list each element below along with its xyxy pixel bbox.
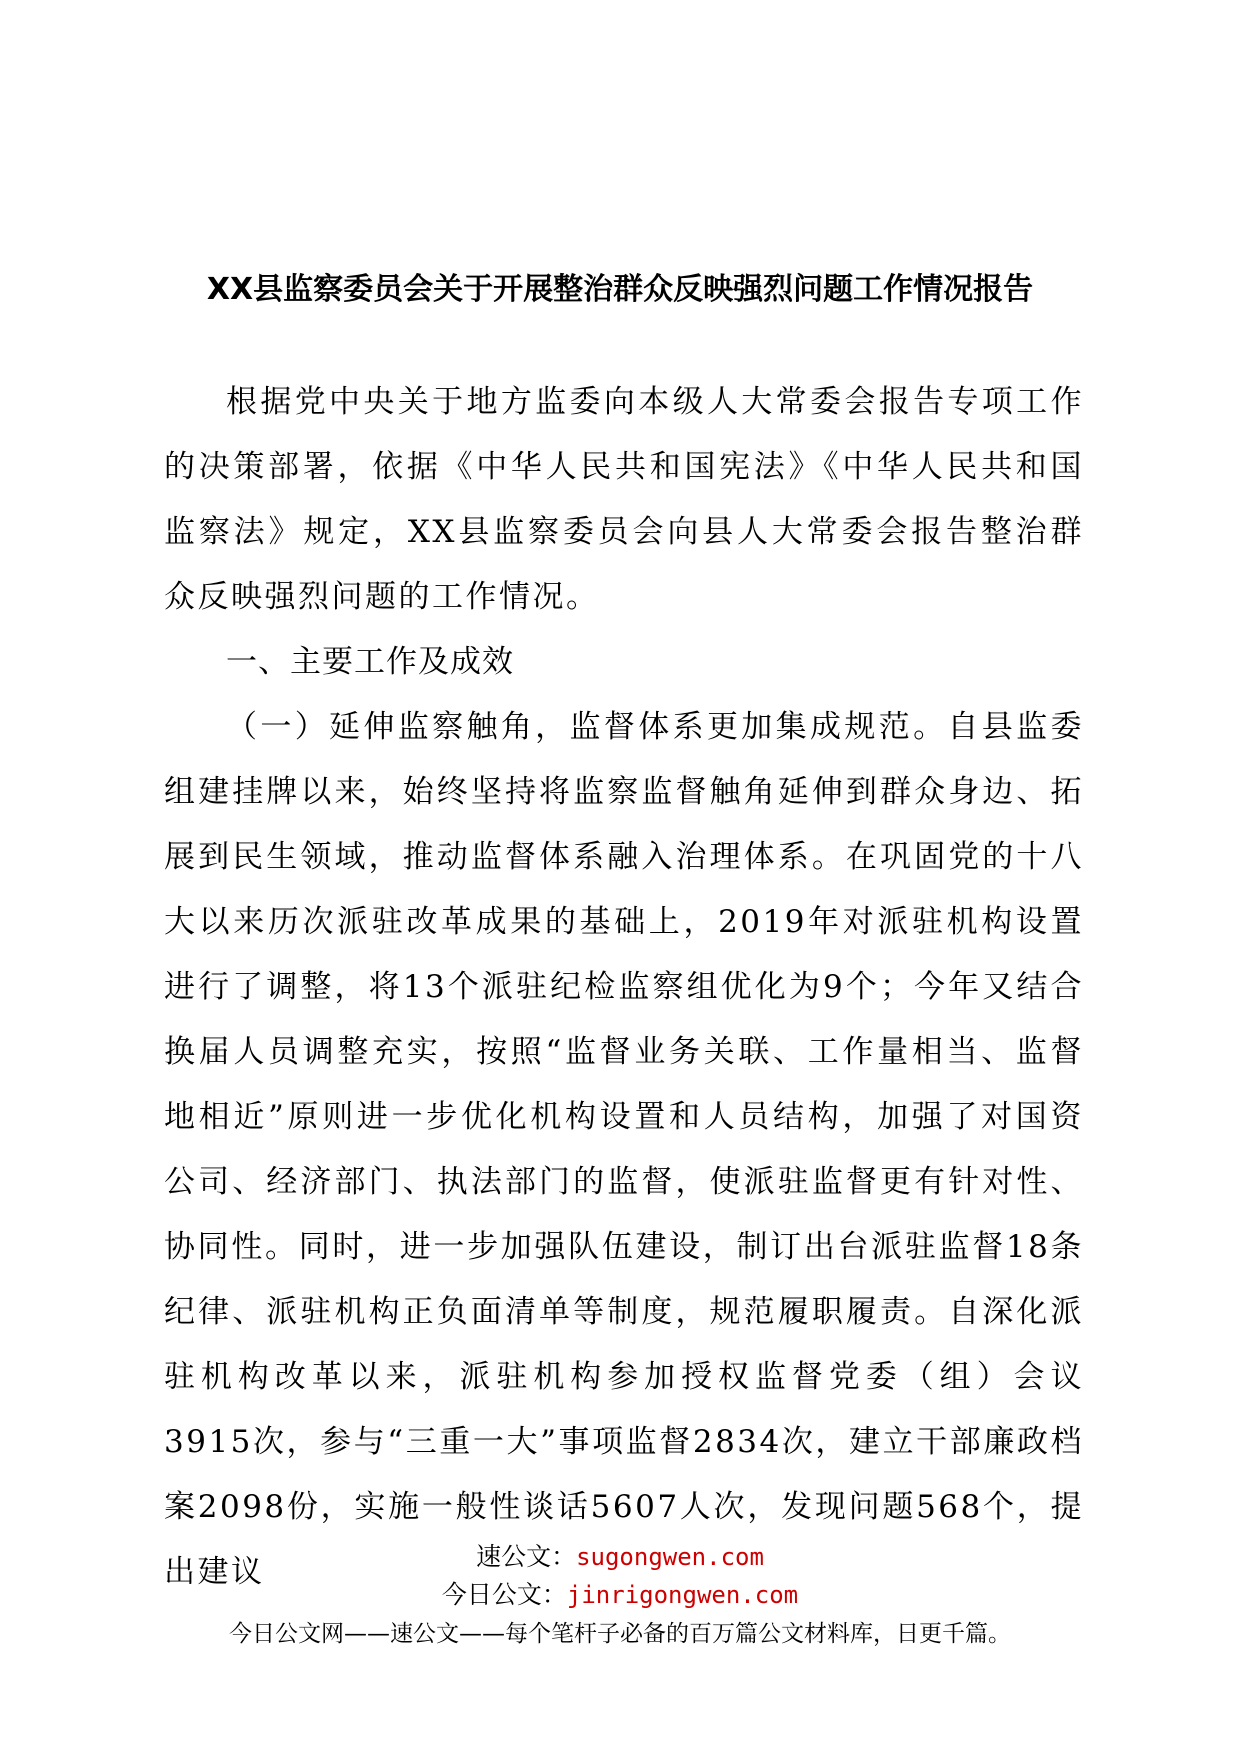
footer-label-jinrigongwen: 今日公文：	[441, 1580, 567, 1609]
document-body	[164, 370, 1084, 1605]
footer-label-sugongwen: 速公文：	[476, 1542, 577, 1571]
section-heading: 一、主要工作及成效	[226, 644, 514, 680]
section-paragraph: （一）延伸监察触角，监督体系更加集成规范。自县监委组建挂牌以来，始终坚持将监察监督触角延伸到群众身边、拓展到民生领域，推动监督体系融入治理体系。在巩固党的十八大以来历次派驻改革成果的基础上，2019年对派驻机构设置进行了调整，将13个派驻纪检监察组优化为9个；今年又结合换届人员调整充实，按照“监督业务关联、工作量相当、监督地相近”原则进一步优化机构设置和人员结构，加强了对国资公司、经济部门、执法部门的监督，使派驻监督更有针对性、协同性。同时，进一步加强队伍建设，制订出台派驻监督18条纪律、派驻机构正负面清单等制度，规范履职履责。自深化派驻机构改革以来，派驻机构参加授权监督党委（组）会议3915次，参与“三重一大”事项监督2834次，建立干部廉政档案2098份，实施一般性谈话5607人次，发现问题568个，提出建议	[164, 709, 1084, 1590]
intro-paragraph: 根据党中央关于地方监委向本级人大常委会报告专项工作的决策部署，依据《中华人民共和国宪法》《中华人民共和国监察法》规定，XX县监察委员会向县人大常委会报告整治群众反映强烈问题的工作情况。	[164, 384, 1084, 615]
sugongwen-link[interactable]: sugongwen.com	[576, 1543, 764, 1571]
jinrigongwen-link[interactable]: jinrigongwen.com	[566, 1581, 799, 1609]
footer	[0, 1538, 1240, 1654]
document-title: XX县监察委员会关于开展整治群众反映强烈问题工作情况报告	[206, 272, 1034, 307]
footer-line-jinrigongwen	[0, 1576, 1240, 1614]
footer-line-sugongwen	[0, 1538, 1240, 1576]
footer-slogan: 今日公文网——速公文——每个笔杆子必备的百万篇公文材料库，日更千篇。	[229, 1621, 1011, 1647]
